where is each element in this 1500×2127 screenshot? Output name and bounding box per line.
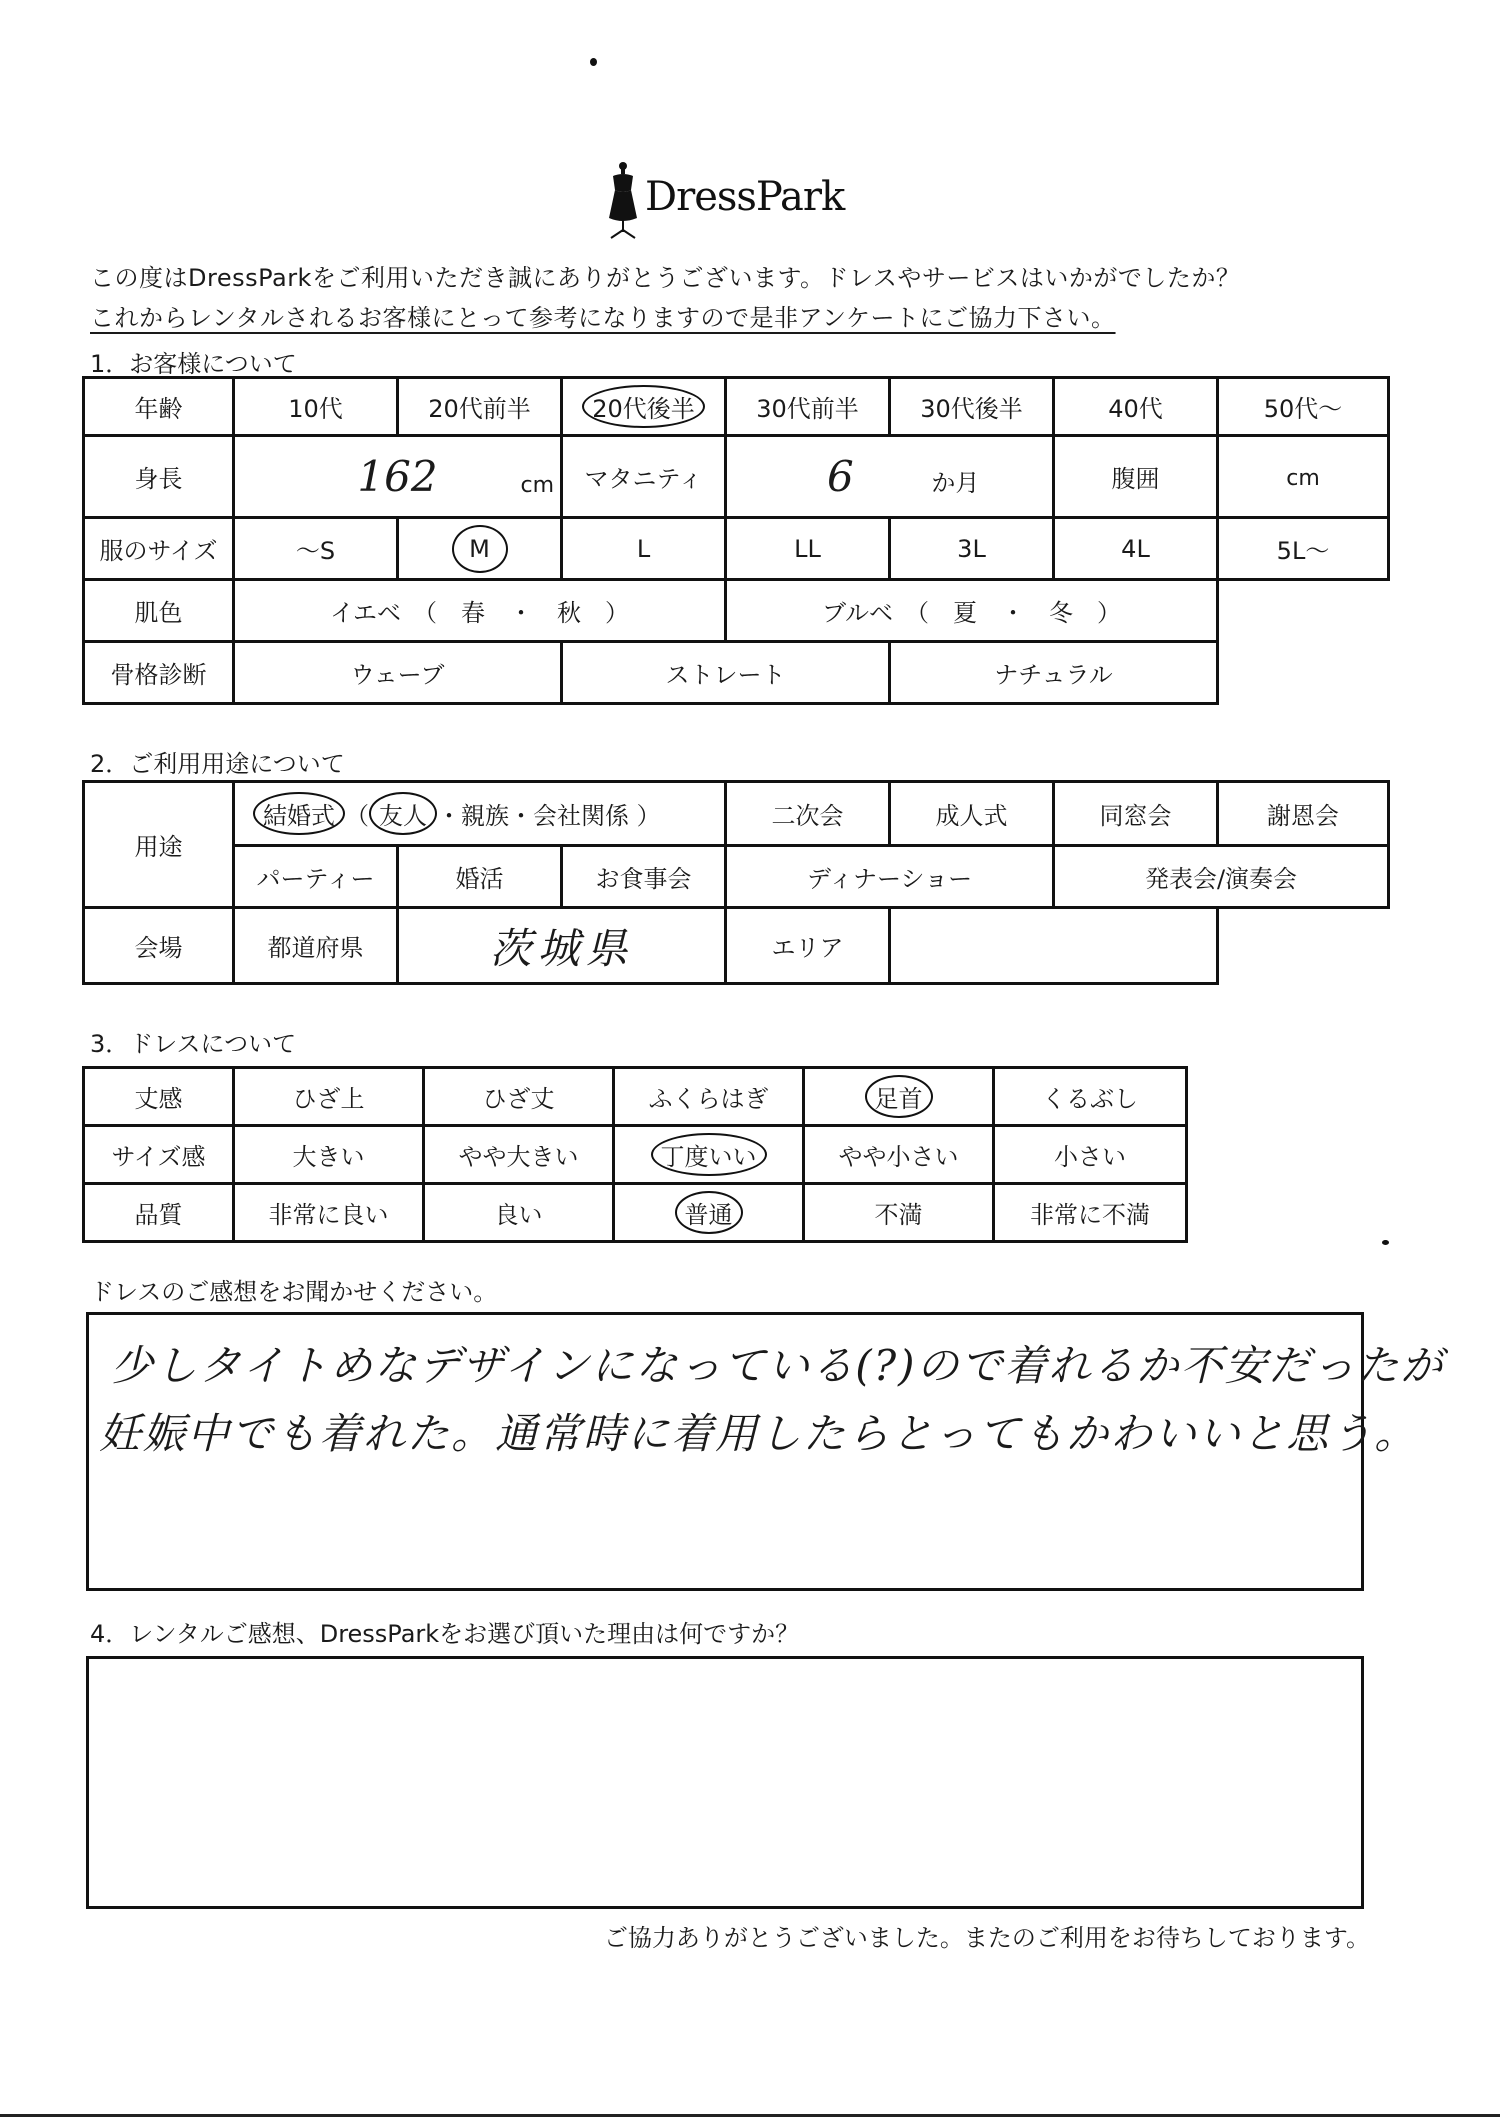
purpose-option[interactable]: パーティー <box>234 846 398 908</box>
section-3-title: 3．ドレスについて <box>90 1030 297 1058</box>
venue-label: 会場 <box>84 908 234 984</box>
comment-prompt: ドレスのご感想をお聞かせください。 <box>90 1278 498 1306</box>
length-option[interactable]: ひざ上 <box>234 1068 424 1126</box>
age-row <box>84 378 1389 436</box>
dress-table <box>82 1066 1188 1243</box>
skeleton-option[interactable]: ウェーブ <box>234 642 562 704</box>
selection-circle: 結婚式 <box>253 792 345 835</box>
size-option[interactable]: 5L～ <box>1218 518 1389 580</box>
area-value-cell[interactable] <box>890 908 1218 984</box>
selection-circle: 丁度いい <box>651 1133 767 1176</box>
scan-speck <box>1382 1240 1389 1245</box>
fit-option[interactable]: やや小さい <box>804 1126 994 1184</box>
measurement-row <box>84 436 1389 518</box>
age-option[interactable]: 40代 <box>1054 378 1218 436</box>
wedding-option[interactable] <box>234 782 726 846</box>
purpose-table <box>82 780 1390 985</box>
size-label: 服のサイズ <box>84 518 234 580</box>
waist-value-cell[interactable] <box>1218 436 1389 518</box>
size-option[interactable]: 3L <box>890 518 1054 580</box>
age-option[interactable]: 30代前半 <box>726 378 890 436</box>
skeleton-row <box>84 642 1389 704</box>
size-option[interactable]: ～S <box>234 518 398 580</box>
size-option-selected[interactable] <box>398 518 562 580</box>
fit-option[interactable]: やや大きい <box>424 1126 614 1184</box>
skin-yellow-option[interactable]: イエベ （ 春 ・ 秋 ） <box>234 580 726 642</box>
purpose-option[interactable]: 二次会 <box>726 782 890 846</box>
quality-option[interactable]: 不満 <box>804 1184 994 1242</box>
purpose-option[interactable]: 成人式 <box>890 782 1054 846</box>
age-label: 年齢 <box>84 378 234 436</box>
height-label: 身長 <box>84 436 234 518</box>
selection-circle: 普通 <box>675 1191 743 1234</box>
fit-option-selected[interactable] <box>614 1126 804 1184</box>
section-2-title: 2．ご利用用途について <box>90 750 345 778</box>
prefecture-label: 都道府県 <box>234 908 398 984</box>
area-label: エリア <box>726 908 890 984</box>
maternity-value: 6 <box>827 452 854 501</box>
venue-row <box>84 908 1389 984</box>
dress-row-label: 品質 <box>84 1184 234 1242</box>
length-option[interactable]: ふくらはぎ <box>614 1068 804 1126</box>
quality-option-selected[interactable] <box>614 1184 804 1242</box>
brand-logo <box>605 160 855 240</box>
length-option-selected[interactable] <box>804 1068 994 1126</box>
size-option[interactable]: L <box>562 518 726 580</box>
section-1-title: 1．お客様について <box>90 350 297 378</box>
purpose-label: 用途 <box>84 782 234 908</box>
age-option[interactable]: 20代前半 <box>398 378 562 436</box>
prefecture-value: 茨城県 <box>489 923 634 973</box>
height-value: 162 <box>357 452 438 501</box>
empty-cell <box>1218 908 1389 984</box>
customer-table <box>82 376 1390 705</box>
quality-option[interactable]: 良い <box>424 1184 614 1242</box>
brand-name: DressPark <box>645 174 845 220</box>
quality-option[interactable]: 非常に不満 <box>994 1184 1187 1242</box>
waist-label: 腹囲 <box>1054 436 1218 518</box>
scan-speck <box>590 58 597 66</box>
skeleton-option[interactable]: ナチュラル <box>890 642 1218 704</box>
dress-comment-box[interactable] <box>86 1312 1445 1591</box>
skin-row <box>84 580 1389 642</box>
height-unit: cm <box>520 473 554 498</box>
scan-edge-line <box>0 2114 1500 2117</box>
maternity-unit: か月 <box>931 469 980 497</box>
purpose-option[interactable]: 謝恩会 <box>1218 782 1389 846</box>
purpose-option[interactable]: 発表会/演奏会 <box>1054 846 1389 908</box>
skin-blue-option[interactable]: ブルベ （ 夏 ・ 冬 ） <box>726 580 1218 642</box>
dress-fit-row <box>84 1126 1187 1184</box>
skin-label: 肌色 <box>84 580 234 642</box>
quality-option[interactable]: 非常に良い <box>234 1184 424 1242</box>
purpose-option[interactable]: お食事会 <box>562 846 726 908</box>
size-option[interactable]: LL <box>726 518 890 580</box>
age-option[interactable]: 50代～ <box>1218 378 1389 436</box>
intro-line-2: これからレンタルされるお客様にとって参考になりますので是非アンケートにご協力下さい。 <box>90 304 1116 332</box>
section-4-title: 4．レンタルご感想、DressParkをお選び頂いた理由は何ですか？ <box>90 1620 800 1648</box>
size-row <box>84 518 1389 580</box>
dress-row-label: 丈感 <box>84 1068 234 1126</box>
intro-line-1: この度はDressParkをご利用いただき誠にありがとうございます。ドレスやサービスはいかがでしたか？ <box>90 264 1241 292</box>
skeleton-option[interactable]: ストレート <box>562 642 890 704</box>
purpose-option[interactable]: ディナーショー <box>726 846 1054 908</box>
comment-line-2: 妊娠中でも着れた。通常時に着用したらとってもかわいいと思う。 <box>99 1409 1419 1458</box>
skeleton-label: 骨格診断 <box>84 642 234 704</box>
rental-reason-box[interactable] <box>86 1656 1364 1909</box>
dress-length-row <box>84 1068 1187 1126</box>
age-option[interactable]: 10代 <box>234 378 398 436</box>
relation-open: （ <box>345 802 369 830</box>
age-option-selected[interactable] <box>562 378 726 436</box>
empty-cell <box>1218 642 1389 704</box>
selection-circle: 足首 <box>865 1075 933 1118</box>
fit-option[interactable]: 小さい <box>994 1126 1187 1184</box>
footer-thanks: ご協力ありがとうございました。またのご利用をお待ちしております。 <box>603 1924 1370 1952</box>
waist-unit: cm <box>1286 465 1320 491</box>
dress-row-label: サイズ感 <box>84 1126 234 1184</box>
purpose-row-1 <box>84 782 1389 846</box>
selection-circle: 友人 <box>369 792 437 835</box>
relation-rest: ・親族・会社関係 ） <box>437 802 661 830</box>
maternity-value-cell[interactable] <box>726 436 1054 518</box>
length-option[interactable]: くるぶし <box>994 1068 1187 1126</box>
dress-quality-row <box>84 1184 1187 1242</box>
height-value-cell[interactable] <box>234 436 562 518</box>
dress-form-icon <box>605 160 641 240</box>
purpose-row-2 <box>84 846 1389 908</box>
fit-option[interactable]: 大きい <box>234 1126 424 1184</box>
maternity-label: マタニティ <box>562 436 726 518</box>
selection-circle: M <box>452 525 508 573</box>
purpose-option[interactable]: 同窓会 <box>1054 782 1218 846</box>
size-option[interactable]: 4L <box>1054 518 1218 580</box>
purpose-option[interactable]: 婚活 <box>398 846 562 908</box>
length-option[interactable]: ひざ丈 <box>424 1068 614 1126</box>
prefecture-value-cell[interactable] <box>398 908 726 984</box>
selection-circle: 20代後半 <box>582 385 705 428</box>
comment-line-1: 少しタイトめなデザインになっている(?)ので着れるか不安だったが <box>111 1341 1445 1390</box>
age-option[interactable]: 30代後半 <box>890 378 1054 436</box>
empty-cell <box>1218 580 1389 642</box>
